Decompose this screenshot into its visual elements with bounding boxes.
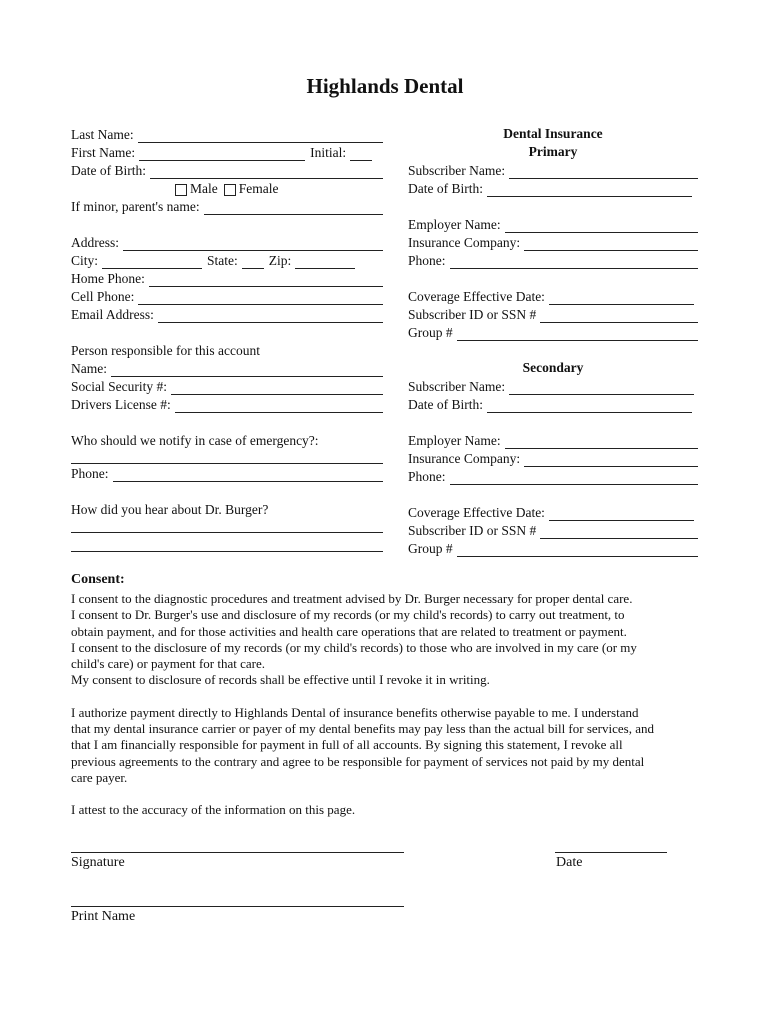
secondary-company-field[interactable]	[524, 454, 698, 467]
dob-row	[71, 161, 383, 179]
primary-phone-field[interactable]	[450, 256, 698, 269]
responsible-heading: Person responsible for this account	[71, 343, 260, 358]
cell-phone-label: Cell Phone:	[71, 289, 135, 304]
print-name-label: Print Name	[71, 909, 136, 924]
state-field[interactable]	[242, 256, 264, 269]
primary-coverage-row	[408, 287, 698, 305]
payment-line: I authorize payment directly to Highlands Dental of insurance benefits otherwise payable to me. I understand	[71, 704, 639, 720]
payment-line: previous agreements to the contrary and agree to be responsible for payment of services not paid by my dental	[71, 753, 645, 769]
primary-phone-label: Phone:	[408, 253, 446, 268]
referral-field-1[interactable]	[71, 518, 383, 533]
dob-field[interactable]	[150, 166, 383, 179]
primary-subscriber-id-label: Subscriber ID or SSN #	[408, 307, 537, 322]
primary-dob-label: Date of Birth:	[408, 181, 483, 196]
patient-info-section	[71, 125, 383, 552]
attest-statement: I attest to the accuracy of the information on this page.	[71, 802, 356, 818]
primary-subscriber-label: Subscriber Name:	[408, 163, 506, 178]
secondary-coverage-field[interactable]	[549, 508, 694, 521]
date-label: Date	[556, 855, 583, 870]
referral-row	[71, 500, 383, 518]
payment-line: that I am financially responsible for payment in full of all accounts. By signing this statement, I revoke all	[71, 737, 623, 753]
consent-heading: Consent:	[71, 572, 125, 587]
home-phone-row	[71, 269, 383, 287]
gender-row	[71, 179, 383, 197]
primary-employer-field[interactable]	[505, 220, 698, 233]
last-name-label: Last Name:	[71, 127, 134, 142]
parent-name-row	[71, 197, 383, 215]
secondary-dob-field[interactable]	[487, 400, 692, 413]
secondary-subscriber-id-row	[408, 521, 698, 539]
primary-company-field[interactable]	[524, 238, 698, 251]
ssn-label: Social Security #:	[71, 379, 167, 394]
insurance-heading: Dental Insurance	[503, 126, 603, 141]
female-option[interactable]	[224, 181, 279, 197]
address-label: Address:	[71, 235, 119, 250]
secondary-employer-field[interactable]	[505, 436, 698, 449]
payment-line: care payer.	[71, 769, 128, 785]
secondary-group-row	[408, 539, 698, 557]
consent-section	[71, 572, 711, 819]
parent-name-field[interactable]	[204, 202, 383, 215]
consent-line: I consent to the disclosure of my records (or my child's records) to those who are involved in my care (or my	[71, 639, 637, 655]
license-field[interactable]	[175, 400, 383, 413]
signature-field[interactable]	[71, 852, 404, 853]
cell-phone-field[interactable]	[138, 292, 383, 305]
primary-group-field[interactable]	[457, 328, 698, 341]
male-checkbox[interactable]	[175, 184, 187, 196]
secondary-subscriber-label: Subscriber Name:	[408, 379, 506, 394]
emergency-phone-label: Phone:	[71, 466, 109, 481]
secondary-employer-label: Employer Name:	[408, 433, 501, 448]
date-field[interactable]	[555, 852, 667, 853]
secondary-subscriber-row	[408, 377, 698, 395]
primary-subscriber-id-row	[408, 305, 698, 323]
email-label: Email Address:	[71, 307, 154, 322]
consent-line: child's care) or payment for that care.	[71, 656, 265, 672]
print-name-field[interactable]	[71, 906, 404, 907]
address-row	[71, 233, 383, 251]
primary-subscriber-field[interactable]	[509, 166, 698, 179]
secondary-dob-row	[408, 395, 698, 413]
secondary-dob-label: Date of Birth:	[408, 397, 483, 412]
primary-heading: Primary	[528, 144, 578, 159]
referral-field-2[interactable]	[71, 537, 383, 552]
primary-phone-row	[408, 251, 698, 269]
secondary-employer-row	[408, 431, 698, 449]
primary-subscriber-id-field[interactable]	[540, 310, 698, 323]
email-field[interactable]	[158, 310, 383, 323]
city-state-zip-row	[71, 251, 383, 269]
state-label: State:	[207, 253, 238, 268]
primary-coverage-field[interactable]	[549, 292, 694, 305]
last-name-row	[71, 125, 383, 143]
secondary-group-field[interactable]	[457, 544, 698, 557]
first-name-field[interactable]	[139, 148, 305, 161]
insurance-section	[408, 125, 698, 557]
responsible-name-field[interactable]	[111, 364, 383, 377]
emergency-phone-row	[71, 464, 383, 482]
primary-company-label: Insurance Company:	[408, 235, 521, 250]
signature-label: Signature	[71, 855, 125, 870]
primary-group-label: Group #	[408, 325, 453, 340]
city-label: City:	[71, 253, 99, 268]
cell-phone-row	[71, 287, 383, 305]
home-phone-field[interactable]	[149, 274, 383, 287]
address-field[interactable]	[123, 238, 383, 251]
ssn-row	[71, 377, 383, 395]
license-row	[71, 395, 383, 413]
secondary-phone-label: Phone:	[408, 469, 446, 484]
zip-field[interactable]	[295, 256, 355, 269]
emergency-label: Who should we notify in case of emergency?:	[71, 433, 319, 448]
primary-employer-label: Employer Name:	[408, 217, 501, 232]
primary-coverage-label: Coverage Effective Date:	[408, 289, 545, 304]
referral-label: How did you hear about Dr. Burger?	[71, 502, 269, 517]
last-name-field[interactable]	[138, 130, 383, 143]
form-title: Highlands Dental	[306, 74, 464, 98]
female-checkbox[interactable]	[224, 184, 236, 196]
primary-subscriber-row	[408, 161, 698, 179]
dob-label: Date of Birth:	[71, 163, 146, 178]
zip-label: Zip:	[268, 253, 292, 268]
payment-line: that my dental insurance carrier or payer of my dental benefits may pay less than the actual bill for services, and	[71, 721, 654, 737]
first-name-row	[71, 143, 383, 161]
emergency-row	[71, 431, 383, 449]
responsible-heading-row	[71, 341, 383, 359]
primary-dob-row	[408, 179, 698, 197]
initial-label: Initial:	[310, 145, 347, 160]
license-label: Drivers License #:	[71, 397, 171, 412]
primary-dob-field[interactable]	[487, 184, 692, 197]
female-label: Female	[238, 181, 279, 196]
first-name-label: First Name:	[71, 145, 136, 160]
secondary-phone-row	[408, 467, 698, 485]
email-row	[71, 305, 383, 323]
consent-line: My consent to disclosure of records shall be effective until I revoke it in writing.	[71, 672, 490, 688]
secondary-company-label: Insurance Company:	[408, 451, 521, 466]
ssn-field[interactable]	[171, 382, 383, 395]
emergency-contact-field[interactable]	[71, 449, 383, 464]
male-option[interactable]	[175, 181, 218, 197]
secondary-coverage-row	[408, 503, 698, 521]
secondary-company-row	[408, 449, 698, 467]
consent-line: I consent to the diagnostic procedures and treatment advised by Dr. Burger necessary for proper dental care.	[71, 591, 633, 606]
primary-company-row	[408, 233, 698, 251]
consent-line: I consent to Dr. Burger's use and disclosure of my records (or my child's records) to carry out treatment, to	[71, 607, 625, 623]
male-label: Male	[190, 181, 218, 196]
emergency-phone-field[interactable]	[113, 469, 383, 482]
secondary-heading: Secondary	[522, 360, 584, 375]
secondary-phone-field[interactable]	[450, 472, 698, 485]
secondary-subscriber-field[interactable]	[509, 382, 694, 395]
parent-name-label: If minor, parent's name:	[71, 199, 200, 214]
home-phone-label: Home Phone:	[71, 271, 145, 286]
city-field[interactable]	[102, 256, 202, 269]
consent-line: obtain payment, and for those activities and health care operations that are related to treatment or payment.	[71, 623, 627, 639]
secondary-subscriber-id-field[interactable]	[540, 526, 698, 539]
initial-field[interactable]	[350, 148, 372, 161]
secondary-subscriber-id-label: Subscriber ID or SSN #	[408, 523, 537, 538]
primary-employer-row	[408, 215, 698, 233]
secondary-group-label: Group #	[408, 541, 453, 556]
secondary-coverage-label: Coverage Effective Date:	[408, 505, 545, 520]
responsible-name-row	[71, 359, 383, 377]
primary-group-row	[408, 323, 698, 341]
responsible-name-label: Name:	[71, 361, 107, 376]
